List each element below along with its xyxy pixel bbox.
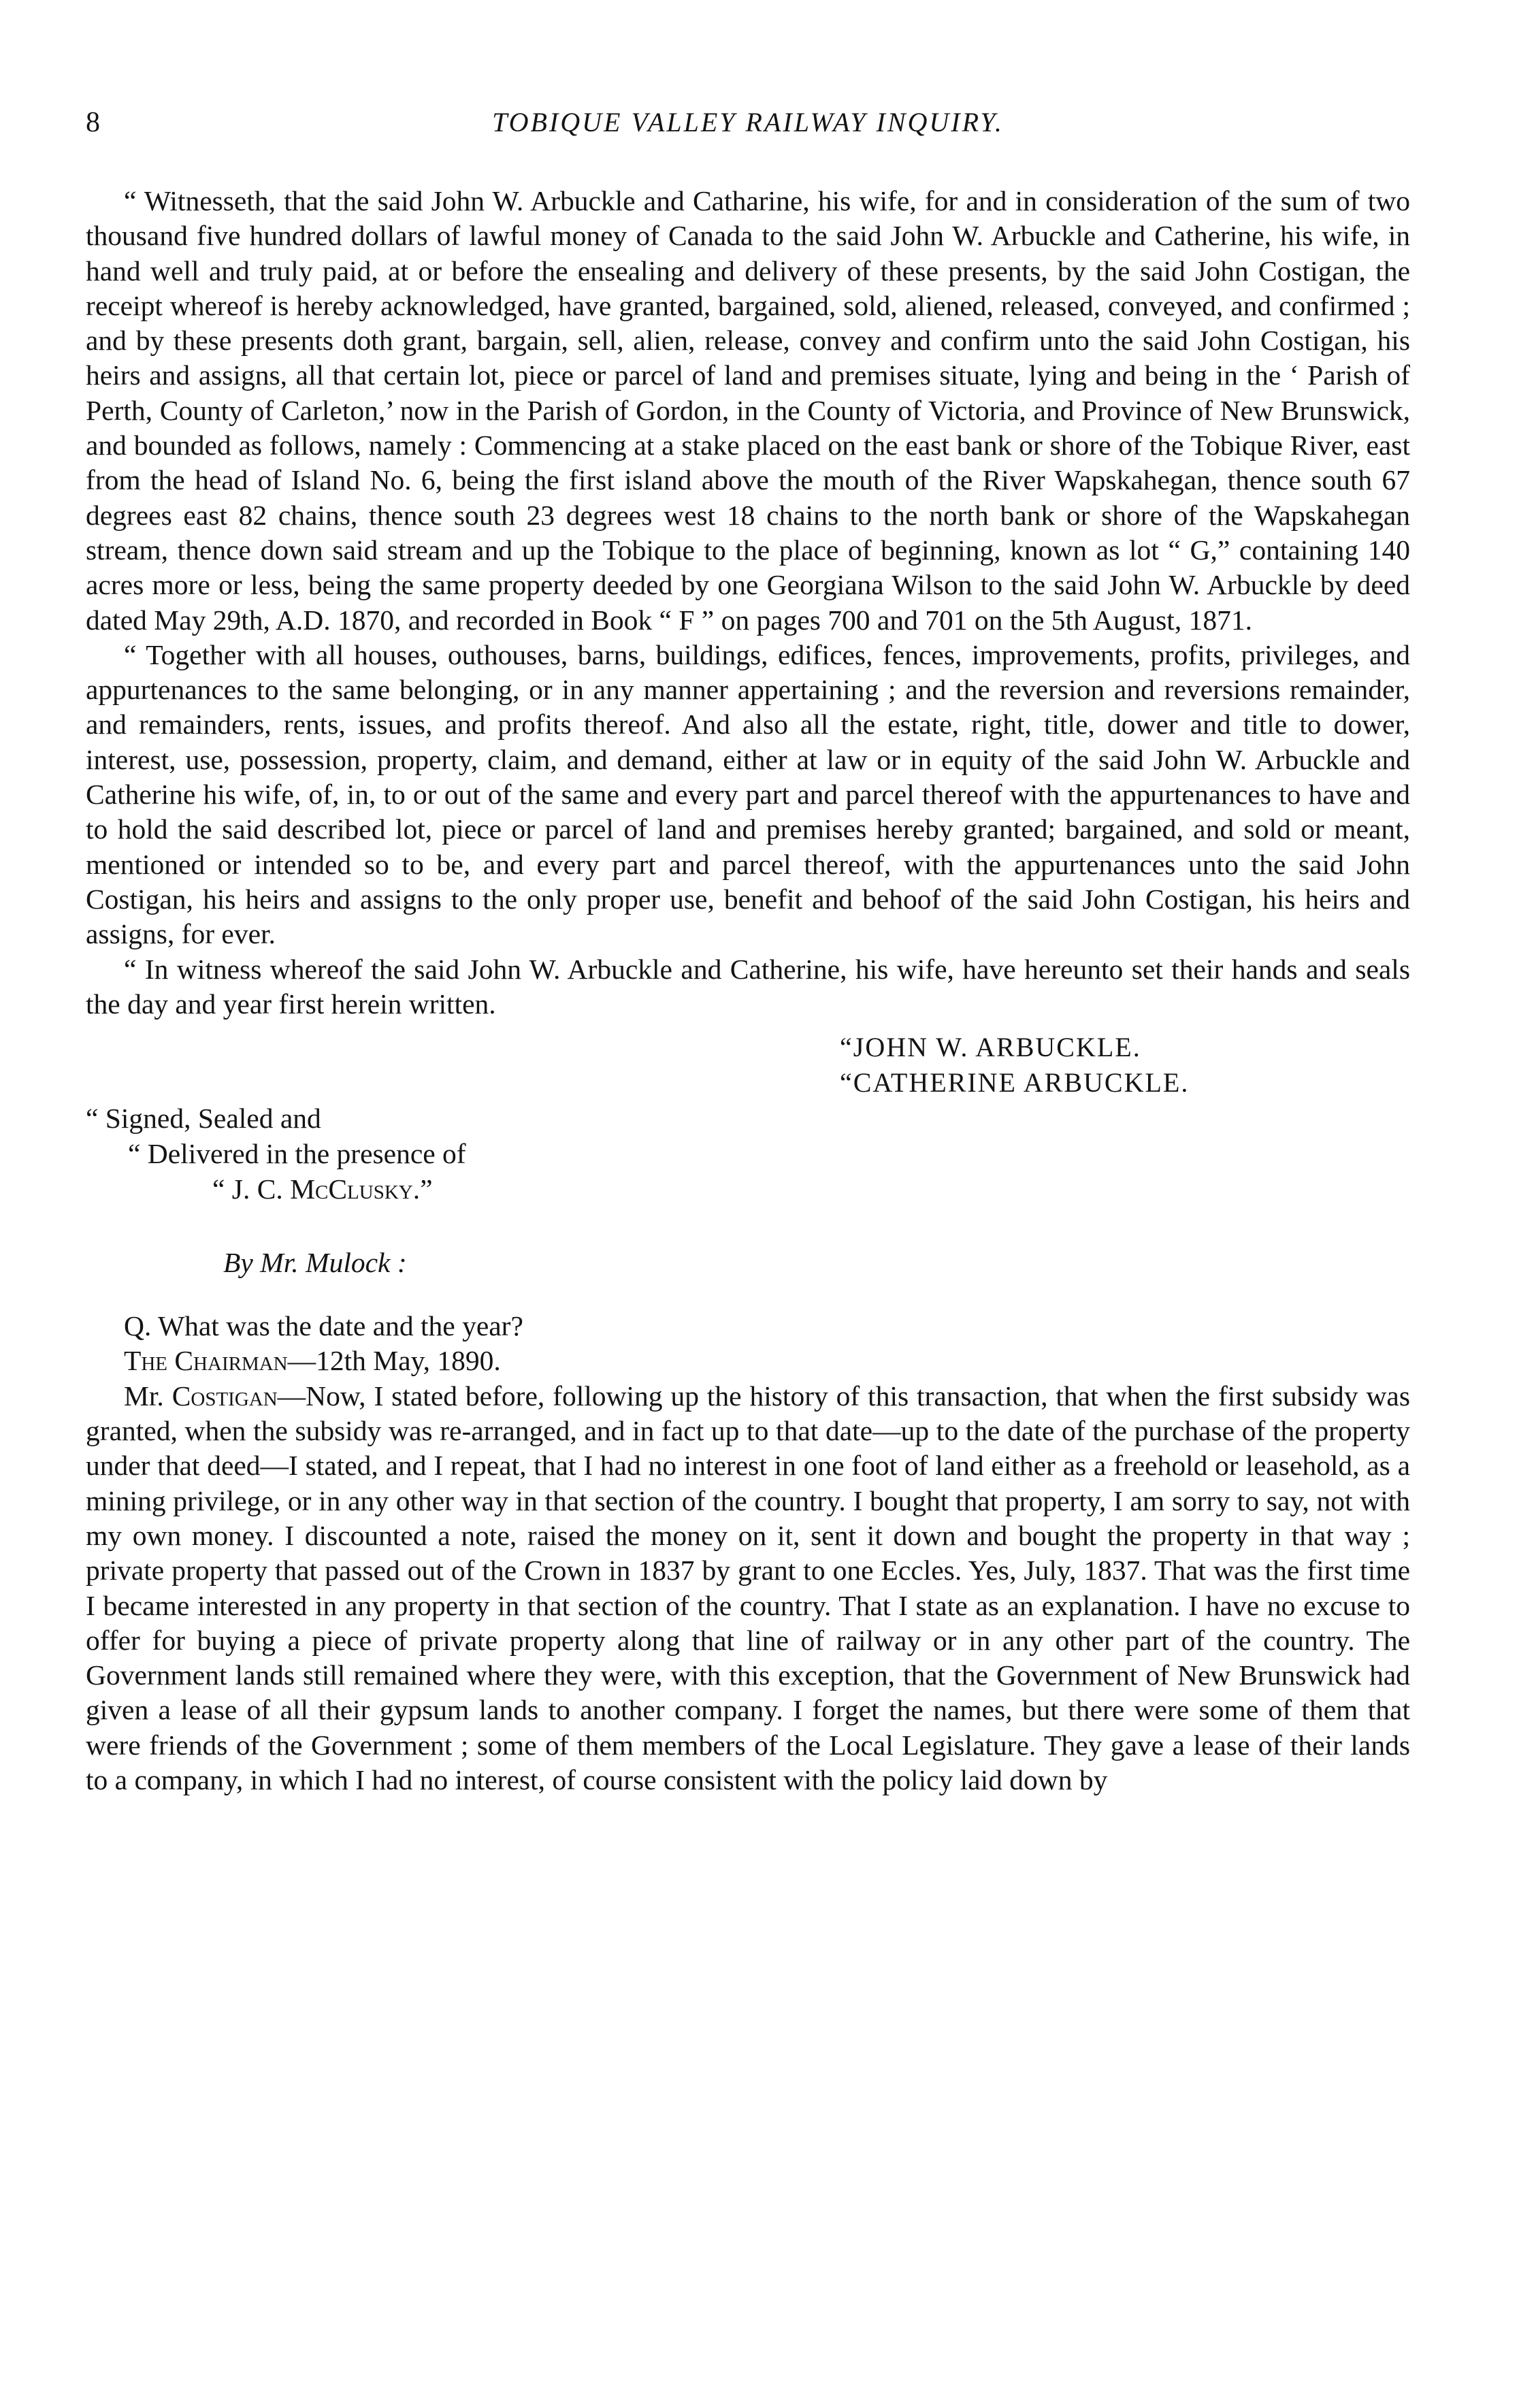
costigan-prefix: Mr. xyxy=(124,1380,172,1412)
signed-sealed-line: “ Signed, Sealed and xyxy=(86,1103,321,1135)
chairman-speaker-label: The Chairman xyxy=(124,1345,288,1377)
costigan-answer-text: —Now, I stated before, following up the history of this transaction, that when the first subsidy was granted, when the subsidy was re-arranged, and in fact up to that date—up to the date of the purchase of the property under that deed—I stated, and I repeat, that I had no interest in one foot of land either as a freehold or leasehold, as a mining privilege, or in any other way in that section of the country. I bought that property, I am sorry to say, not with my own money. I discounted a note, raised the money on it, sent it down and bought the property in that way ; private property that passed out of the Crown in 1837 by grant to one Eccles. Yes, July, 1837. That was the first time I became interested in any property in that section of the country. That I state as an explanation. I have no excuse to offer for buying a piece of private property along that line of railway or in any other part of the country. The Government lands still remained where they were, with this exception, that the Government of New Brunswick had given a lease of all their gypsum lands to another company. I forget the names, but there were some of them that were friends of the Government ; some of them members of the Local Legislature. They gave a lease of their lands to a company, in which I had no interest, of course consistent with the policy laid down by xyxy=(86,1380,1410,1795)
signature-john-arbuckle: “JOHN W. ARBUCKLE. xyxy=(840,1032,1141,1063)
running-title: TOBIQUE VALLEY RAILWAY INQUIRY. xyxy=(492,107,1004,137)
page-number: 8 xyxy=(86,107,100,138)
testimony-block xyxy=(86,1309,1410,1797)
signature-block xyxy=(840,1030,1410,1101)
witness-name: “ J. C. McClusky.” xyxy=(212,1173,433,1205)
signature-catherine-arbuckle: “CATHERINE ARBUCKLE. xyxy=(840,1067,1190,1099)
body-text xyxy=(86,184,1410,1797)
deed-paragraph-witnesseth: “ Witnesseth, that the said John W. Arbuckle and Catharine, his wife, for and in consideration of the sum of two thousand five hundred dollars of lawful money of Canada to the said John W. Arbuckle and Catherine, his wife, in hand well and truly paid, at or before the ensealing and delivery of these presents, by the said John Costigan, the receipt whereof is hereby acknowledged, have granted, bargained, sold, aliened, released, conveyed, and confirmed ; and by these presents doth grant, bargain, sell, alien, release, convey and confirm unto the said John Costigan, his heirs and assigns, all that certain lot, piece or parcel of land and premises situate, lying and being in the ‘ Parish of Perth, County of Carleton,’ now in the Parish of Gordon, in the County of Victoria, and Province of New Brunswick, and bounded as follows, namely : Commencing at a stake placed on the east bank or shore of the Tobique River, east from the head of Island No. 6, being the first island above the mouth of the River Wapskahegan, thence south 67 degrees east 82 chains, thence south 23 degrees west 18 chains to the north bank or shore of the Wapskahegan stream, thence down said stream and up the Tobique to the place of beginning, known as lot “ G,” containing 140 acres more or less, being the same property deeded by one Georgiana Wilson to the said John W. Arbuckle by deed dated May 29th, A.D. 1870, and recorded in Book “ F ” on pages 700 and 701 on the 5th August, 1871. xyxy=(86,185,1410,636)
witness-block xyxy=(86,1101,1410,1207)
chairman-answer-text: —12th May, 1890. xyxy=(287,1345,501,1377)
deed-paragraph-in-witness: “ In witness whereof the said John W. Arbuckle and Catherine, his wife, have hereunto set their hands and seals the day and year first herein written. xyxy=(86,953,1410,1020)
question-line: Q. What was the date and the year? xyxy=(124,1310,523,1342)
examiner-attribution: By Mr. Mulock : xyxy=(223,1247,407,1279)
costigan-speaker-label: Costigan xyxy=(172,1380,278,1412)
chairman-answer-line xyxy=(86,1344,1410,1378)
delivered-presence-line: “ Delivered in the presence of xyxy=(128,1138,466,1170)
deed-paragraph-together: “ Together with all houses, outhouses, barns, buildings, edifices, fences, improvements, profits, privileges, and appurtenances to the same belonging, or in any manner appertaining ; and the reversion and reversions remainder, and remainders, rents, issues, and profits thereof. And also all the estate, right, title, dower and title to dower, interest, use, possession, property, claim, and demand, either at law or in equity of the said John W. Arbuckle and Catherine his wife, of, in, to or out of the same and every part and parcel thereof with the appurtenances to have and to hold the said described lot, piece or parcel of land and premises hereby granted; bargained, and sold or meant, mentioned or intended so to be, and every part and parcel thereof, with the appurtenances unto the said John Costigan, his heirs and assigns to the only proper use, benefit and behoof of the said John Costigan, his heirs and assigns, for ever. xyxy=(86,638,1410,950)
costigan-answer-paragraph xyxy=(86,1379,1410,1798)
running-header xyxy=(86,102,1410,143)
